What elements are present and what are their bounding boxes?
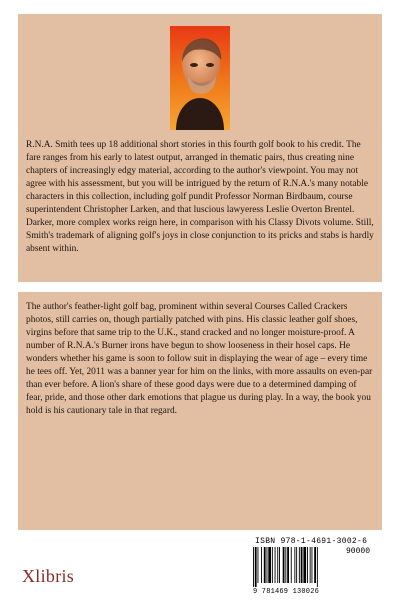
blurb-paragraph-summary: R.N.A. Smith tees up 18 additional short stories in this fourth golf book to his credit. The fare ranges from his early to latest output, arranged in thematic pairs, thus creating nine chapters of increasingly edgy material, according to the author's viewpoint. You may not agree with his assessment, but you will be intrigued by the return of R.N.A.'s many notable characters in this collection, including golf pundit Professor Norman Birdbaum, course superintendent Christopher Larken, and that luscious lawyeress Leslie Overton Brentel. Darker, more complex works reign here, in comparison with his Classy Divots volume. Still, Smith's trademark of aligning golf's joys in close conjunction to its pricks and stabs is hardly absent within.: [26, 140, 374, 254]
blurb-paragraph-author-gear: The author's feather-light golf bag, prominent within several Courses Called Crackers photos, still carries on, though partially patched with pins. His classic leather golf shoes, virgins before that same trip to the U.K., stand cracked and no longer moisture-proof. A number of R.N.A.'s Burner irons have begun to show looseness in their hosel caps. He wonders whether his game is soon to follow suit in displaying the wear of age – every time he tees off. Yet, 2011 was a banner year for him on the links, with more assaults on even-par than ever before. A lion's share of these good days were due to a determined damping of fear, pride, and those other dark emotions that plague us during play. In a way, the book you hold is his cautionary tale in that regard.: [26, 302, 373, 416]
isbn-barcode: [253, 547, 341, 587]
author-photo: [170, 26, 230, 130]
isbn-label: ISBN 978-1-4691-3002-6: [255, 537, 368, 546]
price-code: 90000: [346, 547, 371, 556]
publisher-logo: Xlibris: [22, 566, 75, 586]
barcode-digits: 9 781469 130026: [253, 588, 320, 596]
